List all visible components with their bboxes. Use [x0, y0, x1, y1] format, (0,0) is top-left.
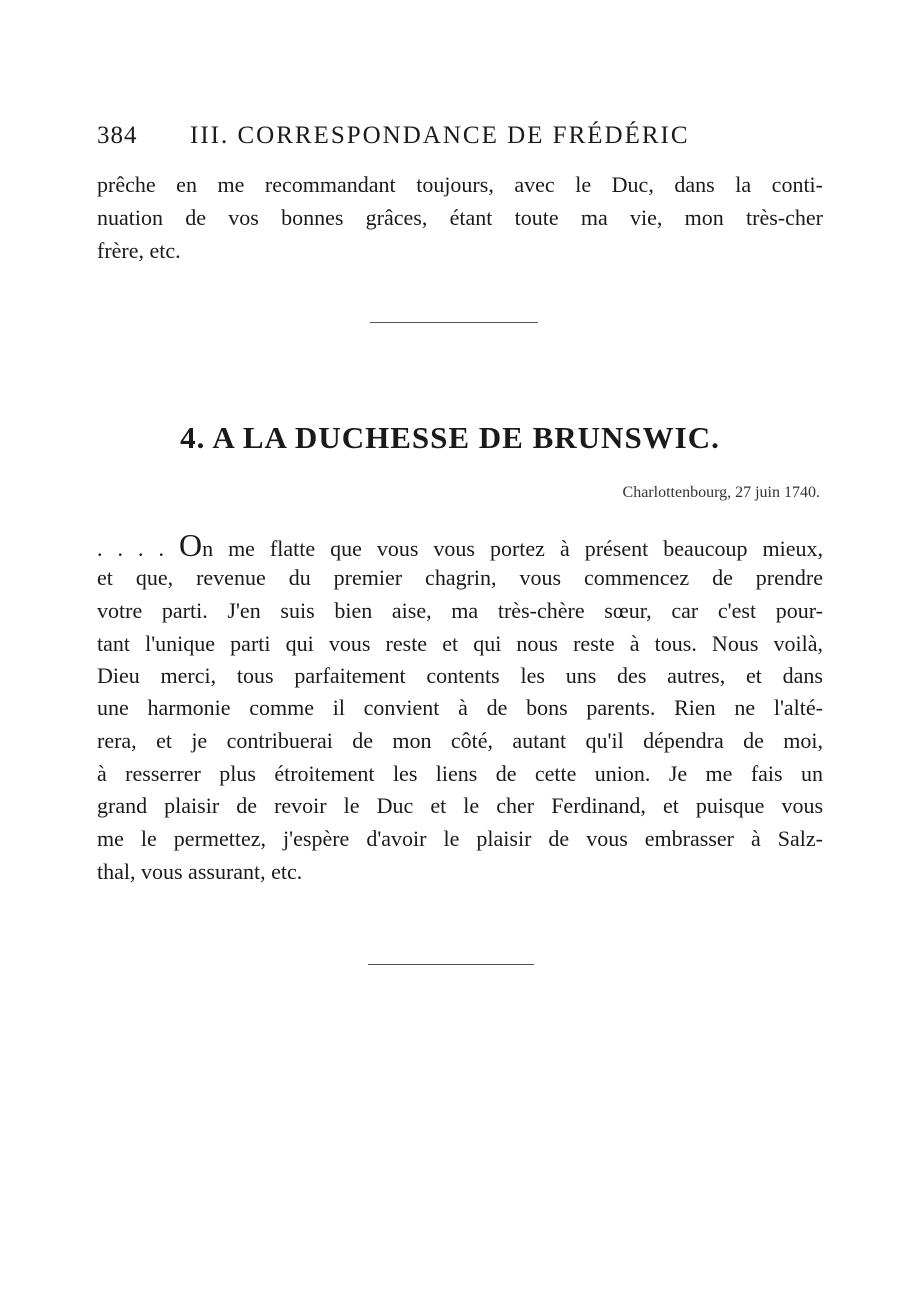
section-divider: [368, 964, 534, 965]
page-header: [97, 122, 823, 156]
text-line: grand plaisir de revoir le Duc et le cher Ferdinand, et puisque vous: [97, 793, 823, 818]
letter-title: 4. A LA DUCHESSE DE BRUNSWIC.: [180, 420, 720, 455]
drop-cap: O: [178, 527, 203, 563]
text-line: frère, etc.: [97, 238, 181, 263]
text-line: rera, et je contribuerai de mon côté, autant qu'il dépendra de moi,: [97, 728, 823, 753]
lead-dots: . . . .: [97, 536, 179, 561]
text-line: à resserrer plus étroitement les liens de cette union. Je me fais un: [97, 761, 823, 786]
text-line: thal, vous assurant, etc.: [97, 859, 303, 884]
text-line: nuation de vos bonnes grâces, étant toute ma vie, mon très-cher: [97, 205, 823, 230]
text-line: et que, revenue du premier chagrin, vous commencez de prendre: [97, 565, 823, 590]
running-title: III. CORRESPONDANCE DE FRÉDÉRIC: [190, 122, 690, 149]
text-line: tant l'unique parti qui vous reste et qui nous reste à tous. Nous voilà,: [97, 631, 823, 656]
text-line: votre parti. J'en suis bien aise, ma très-chère sœur, car c'est pour-: [97, 598, 823, 623]
text-line: Dieu merci, tous parfaitement contents les uns des autres, et dans: [97, 663, 823, 688]
page-number: 384: [97, 122, 138, 149]
text-line: me le permettez, j'espère d'avoir le plaisir de vous embrasser à Salz-: [97, 826, 823, 851]
text-line: une harmonie comme il convient à de bons parents. Rien ne l'alté-: [97, 695, 823, 720]
text-line-first: [97, 527, 823, 564]
section-divider: [370, 322, 538, 323]
first-line-text: n me flatte que vous vous portez à présent beaucoup mieux,: [202, 536, 823, 561]
text-line: prêche en me recommandant toujours, avec le Duc, dans la conti-: [97, 172, 823, 197]
dateline: Charlottenbourg, 27 juin 1740.: [622, 484, 820, 501]
